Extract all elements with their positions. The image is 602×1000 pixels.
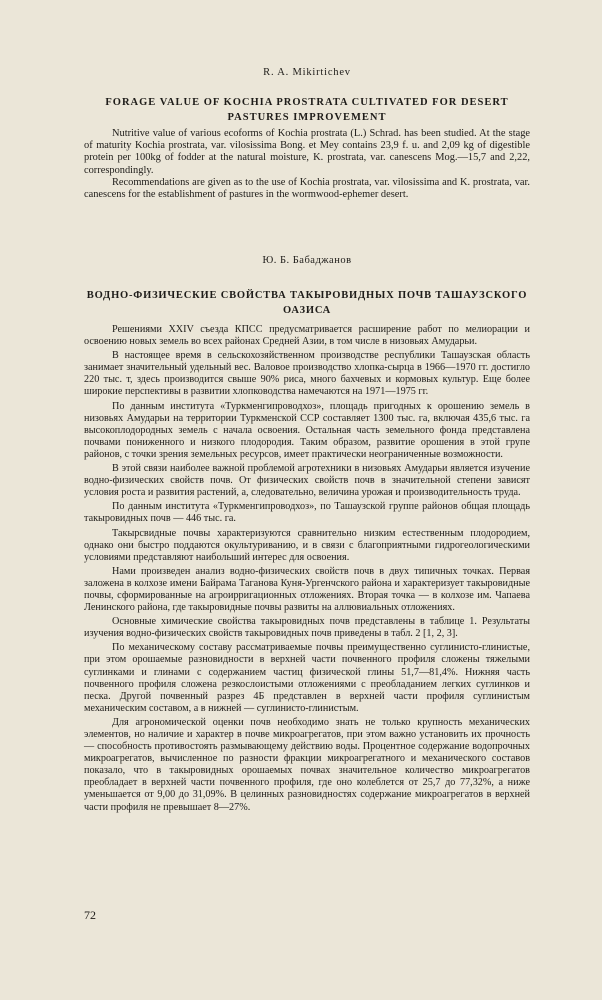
article-body [84,324,530,816]
body-paragraph: По механическому составу рассматриваемые почвы преимущественно суглинисто-глинистые, при этом орошаемые разновидности в верхней части почвенного профиля сложены тяжелыми суглинками и глинами с содержанием частиц физической глины 51,7—81,4%. Нижняя часть почвенного профиля сложена резкослоистыми отложениями с преобладанием легких суглинков и песка. Другой почвенный разрез 4Б представлен в верхней части профиля суглинистым механическим составом, а в нижней — суглинисто-глинистым. [84,642,530,714]
body-paragraph: Такырсвидные почвы характеризуются сравнительно низким естественным плодородием, однако они быстро поддаются окультуриванию, и в связи с благоприятными гидрогеологическими условиями представляют наибольший интерес для освоения. [84,527,530,563]
body-paragraph: По данным института «Туркменгипроводхоз», площадь пригодных к орошению земель в низовьях Амударьи на территории Туркменской ССР составляет 1300 тыс. га, включая 435,6 тыс. га высокоплодородных земель с начала освоения. Остальная часть земельного фонда представлена почвами пониженного и низкого плодородия. Таким образом, развитие орошения в этой групе районов, с точки зрения земельных ресурсов, имеет практически неограниченные возможности. [84,400,530,460]
english-abstract [84,128,530,201]
body-paragraph: Основные химические свойства такыровидных почв представлены в таблице 1. Результаты изучения водно-физических свойств такыровидных почв приведены в табл. 2 [1, 2, 3]. [84,616,530,640]
body-paragraph: В этой связи наиболее важной проблемой агротехники в низовьях Амударьи является изучение водно-физических свойств почв. От физических свойств почв в значительной степени зависят условия роста и развития растений, а, следовательно, величина урожая и производительность труда. [84,463,530,499]
russian-article-author: Ю. Б. Бабаджанов [262,255,352,266]
abstract-paragraph: Recommendations are given as to the use of Kochia prostrata, var. vilosissima and K. prostrata, var. canescens for the establishment of pastures in the wormwood-ephemer desert. [84,176,530,201]
english-article-author: R. A. Mikirtichev [263,67,351,78]
page-number: 72 [84,908,96,922]
body-paragraph: В настоящее время в сельскохозяйственном производстве республики Ташаузская область занимает значительный удельный вес. Валовое производство хлопка-сырца в 1966—1970 гг. достигло 220 тыс. т, здесь производится свыше 90% риса, много бахчевых и кормовых культур. Еще более широкие перспективы в развитии хлопководства намечаются на 1971—1975 гг. [84,350,530,398]
body-paragraph: Для агрономической оценки почв необходимо знать не только крупность механических элементов, но наличие и характер в почве микроагрегатов, при этом важно установить их прочность — способность противостоять размывающему действию воды. Процентное содержание водопрочных микроагрегатов, вычисленное по разности фракции микроагрегатного и механического составов показало, что в такыровидных орошаемых почвах значительное количество микроагрегатов преобладает в верхней части почвенного профиля, где оно колеблется от 25,7 до 77,32%, а ниже уменьшается от 9,00 до 31,09%. В целинных разновидностях содержание микроагрегатов в верхней части профиля не превышает 8—27%. [84,716,530,813]
body-paragraph: Нами произведен анализ водно-физических свойств почв в двух типичных точках. Первая заложена в колхозе имени Байрама Таганова Куня-Ургенчского района и характеризует такыровидные почвы, сформированные на агроирригационных отложениях. Вторая точка — в колхозе им. Чапаева Ленинского района, где такыровидные почвы развиты на аллювиальных отложениях. [84,565,530,614]
body-paragraph: Решениями XXIV съезда КПСС предусматривается расширение работ по мелиорации и освоению новых земель во всех районах Средней Азии, в том числе в низовьях Амударьи. [84,324,530,348]
russian-article-title: ВОДНО-ФИЗИЧЕСКИЕ СВОЙСТВА ТАКЫРОВИДНЫХ ПОЧВ ТАШАУЗСКОГО ОАЗИСА [86,290,528,316]
body-paragraph: По данным института «Туркменгипроводхоз», по Ташаузской группе районов общая площадь такыровидных почв — 446 тыс. га. [84,501,530,525]
abstract-paragraph: Nutritive value of various ecoforms of Kochia prostrata (L.) Schrad. has been studied. At the stage of maturity Kochia prostrata, var. vilosissima Bong. et Mey contains 23,9 f. u. and 2,09 kg of digestible protein per 100kg of fodder at the natural moisture, K. prostrata, var. canescens Mog.—15,7 and 2,22, correspondingly. [84,128,530,176]
english-article-title: FORAGE VALUE OF KOCHIA PROSTRATA CULTIVATED FOR DESERT PASTURES IMPROVEMENT [105,97,509,123]
